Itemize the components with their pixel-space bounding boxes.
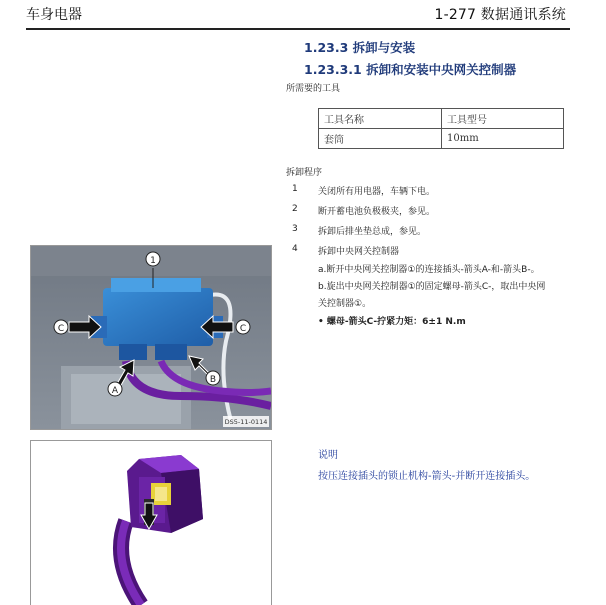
header-page-info: 1-277 数据通讯系统 xyxy=(434,7,566,23)
step-number: 2 xyxy=(292,204,298,214)
substep-a: a.断开中央网关控制器①的连接插头-箭头A-和-箭头B-。 xyxy=(318,265,540,275)
table-cell-model: 10mm xyxy=(442,129,564,149)
tools-table xyxy=(318,108,564,149)
callout-a: A xyxy=(111,386,119,396)
table-header-name: 工具名称 xyxy=(319,109,442,129)
gateway-controller-illustration xyxy=(31,246,271,429)
table-header-model: 工具型号 xyxy=(442,109,564,129)
figure-connector-release xyxy=(30,440,272,605)
header-chapter: 车身电器 xyxy=(26,7,82,23)
figure-gateway-controller xyxy=(30,245,272,430)
note-text: 按压连接插头的锁止机构-箭头-并断开连接插头。 xyxy=(318,471,536,482)
connector-illustration xyxy=(31,441,271,605)
step-number: 1 xyxy=(292,184,298,194)
figure-code: DS5-11-0114 xyxy=(224,418,268,426)
callout-b: B xyxy=(209,375,217,385)
procedure-label: 拆卸程序 xyxy=(286,168,323,178)
step-number: 4 xyxy=(292,244,298,254)
step-number: 3 xyxy=(292,224,298,234)
step-text: 拆卸后排坐垫总成，参见。 xyxy=(318,227,427,237)
section-title: 1.23.3 拆卸与安装 xyxy=(304,40,416,55)
table-header-row xyxy=(319,109,564,129)
step-text: 断开蓄电池负极极夹，参见。 xyxy=(318,207,436,217)
callout-1: 1 xyxy=(150,256,156,266)
substep-b-line2: 关控制器①。 xyxy=(318,299,372,309)
note-title: 说明 xyxy=(318,450,338,461)
table-cell-name: 套筒 xyxy=(319,129,442,149)
header-rule xyxy=(26,28,570,30)
step-text: 拆卸中央网关控制器 xyxy=(318,247,400,257)
step-text: 关闭所有用电器，车辆下电。 xyxy=(318,187,436,197)
torque-spec: • 螺母-箭头C-拧紧力矩：6±1 N.m xyxy=(318,317,466,327)
table-row xyxy=(319,129,564,149)
callout-c-left: C xyxy=(57,324,65,334)
substep-b-line1: b.旋出中央网关控制器①的固定螺母-箭头C-，取出中央网 xyxy=(318,282,546,292)
callout-c-right: C xyxy=(239,324,247,334)
section-subtitle: 1.23.3.1 拆卸和安装中央网关控制器 xyxy=(304,62,517,77)
tools-label: 所需要的工具 xyxy=(286,84,341,94)
